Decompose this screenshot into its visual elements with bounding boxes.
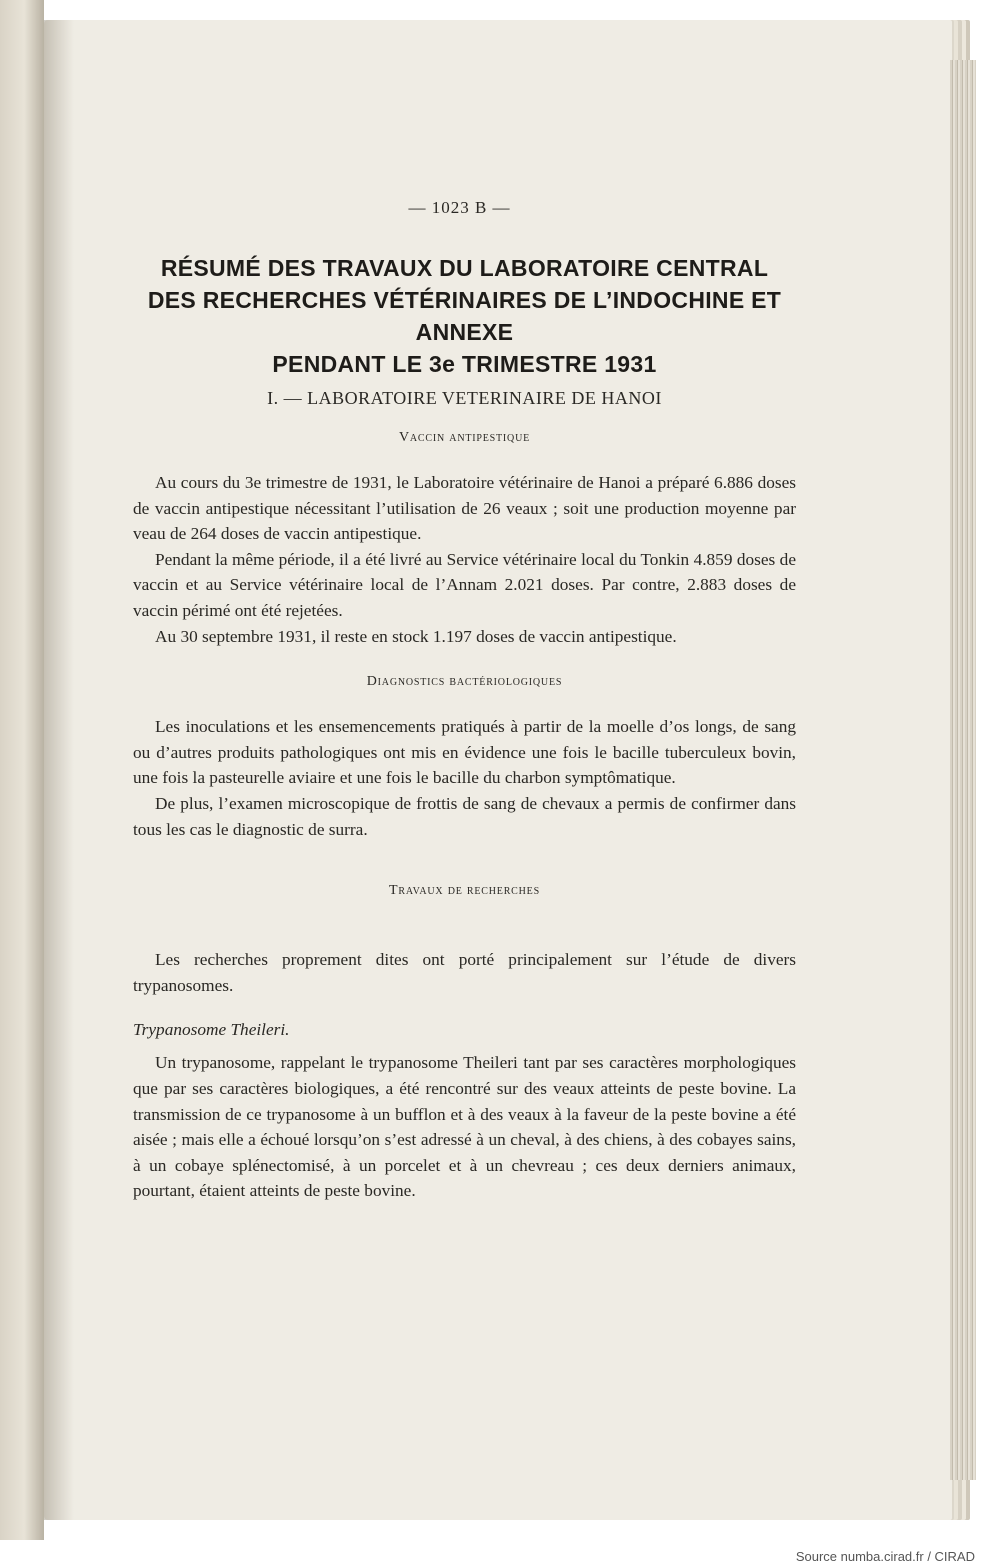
paragraph: Les recherches proprement dites ont porté principalement sur l’étude de divers trypanosomes. (133, 950, 796, 995)
document-title (133, 252, 796, 380)
subsection-heading-diagnostics: Diagnostics bactériologiques (366, 674, 563, 690)
title-line-3: PENDANT LE 3e TRIMESTRE 1931 (272, 351, 657, 377)
subsection-heading-vaccin: Vaccin antipestique (398, 430, 531, 445)
page-stack-edge (950, 60, 976, 1480)
page-content (133, 198, 796, 1204)
paragraph: Pendant la même période, il a été livré au Service vétérinaire local du Tonkin 4.859 doses de vaccin et au Service vétérinaire local de l’Annam 2.021 doses. Par contre, 2.883 doses de vaccin périmé ont été rejetées. (133, 549, 796, 620)
subsection-heading-trypanosome: Trypanosome Theileri. (133, 1020, 290, 1040)
page-number: — 1023 B — (408, 198, 511, 217)
title-line-1: RÉSUMÉ DES TRAVAUX DU LABORATOIRE CENTRAL (160, 255, 769, 281)
subsection-heading-travaux: Travaux de recherches (389, 883, 540, 899)
paragraph: Les inoculations et les ensemencements pratiqués à partir de la moelle d’os longs, de sang ou d’autres produits pathologiques ont mis en évidence une fois le bacille tuberculeux bovin, une fois la pasteurelle aviaire et une fois le bacille du charbon symptômatique. (133, 717, 796, 788)
paragraph: Au 30 septembre 1931, il reste en stock 1.197 doses de vaccin antipestique. (155, 626, 677, 646)
title-line-2: DES RECHERCHES VÉTÉRINAIRES DE L’INDOCHINE ET ANNEXE (147, 287, 782, 345)
paragraph: Un trypanosome, rappelant le trypanosome Theileri tant par ses caractères morphologiques que par ses caractères biologiques, a été rencontré sur des veaux atteints de peste bovine. La transmission de ce trypanosome à un bufflon et à des veaux à la faveur de la peste bovine a été aisée ; mais elle a échoué lorsqu’on s’est adressé à un cheval, à des chiens, à des cobayes sains, à un cobaye splénectomisé, à un porcelet et à un chevreau ; ces deux derniers animaux, pourtant, étaient atteints de peste bovine. (133, 1053, 796, 1201)
paragraph: Au cours du 3e trimestre de 1931, le Laboratoire vétérinaire de Hanoi a préparé 6.886 doses de vaccin antipestique nécessitant l’utilisation de 26 veaux ; soit une production moyenne par veau de 264 doses de vaccin antipestique. (133, 473, 796, 544)
section-heading: I. — LABORATOIRE VETERINAIRE DE HANOI (267, 388, 662, 408)
paragraph: De plus, l’examen microscopique de frottis de sang de chevaux a permis de confirmer dans tous les cas le diagnostic de surra. (133, 793, 796, 839)
facing-page-edge (0, 0, 44, 1540)
binding-gutter-shadow (44, 20, 74, 1520)
source-credit: Source numba.cirad.fr / CIRAD (795, 1549, 975, 1564)
